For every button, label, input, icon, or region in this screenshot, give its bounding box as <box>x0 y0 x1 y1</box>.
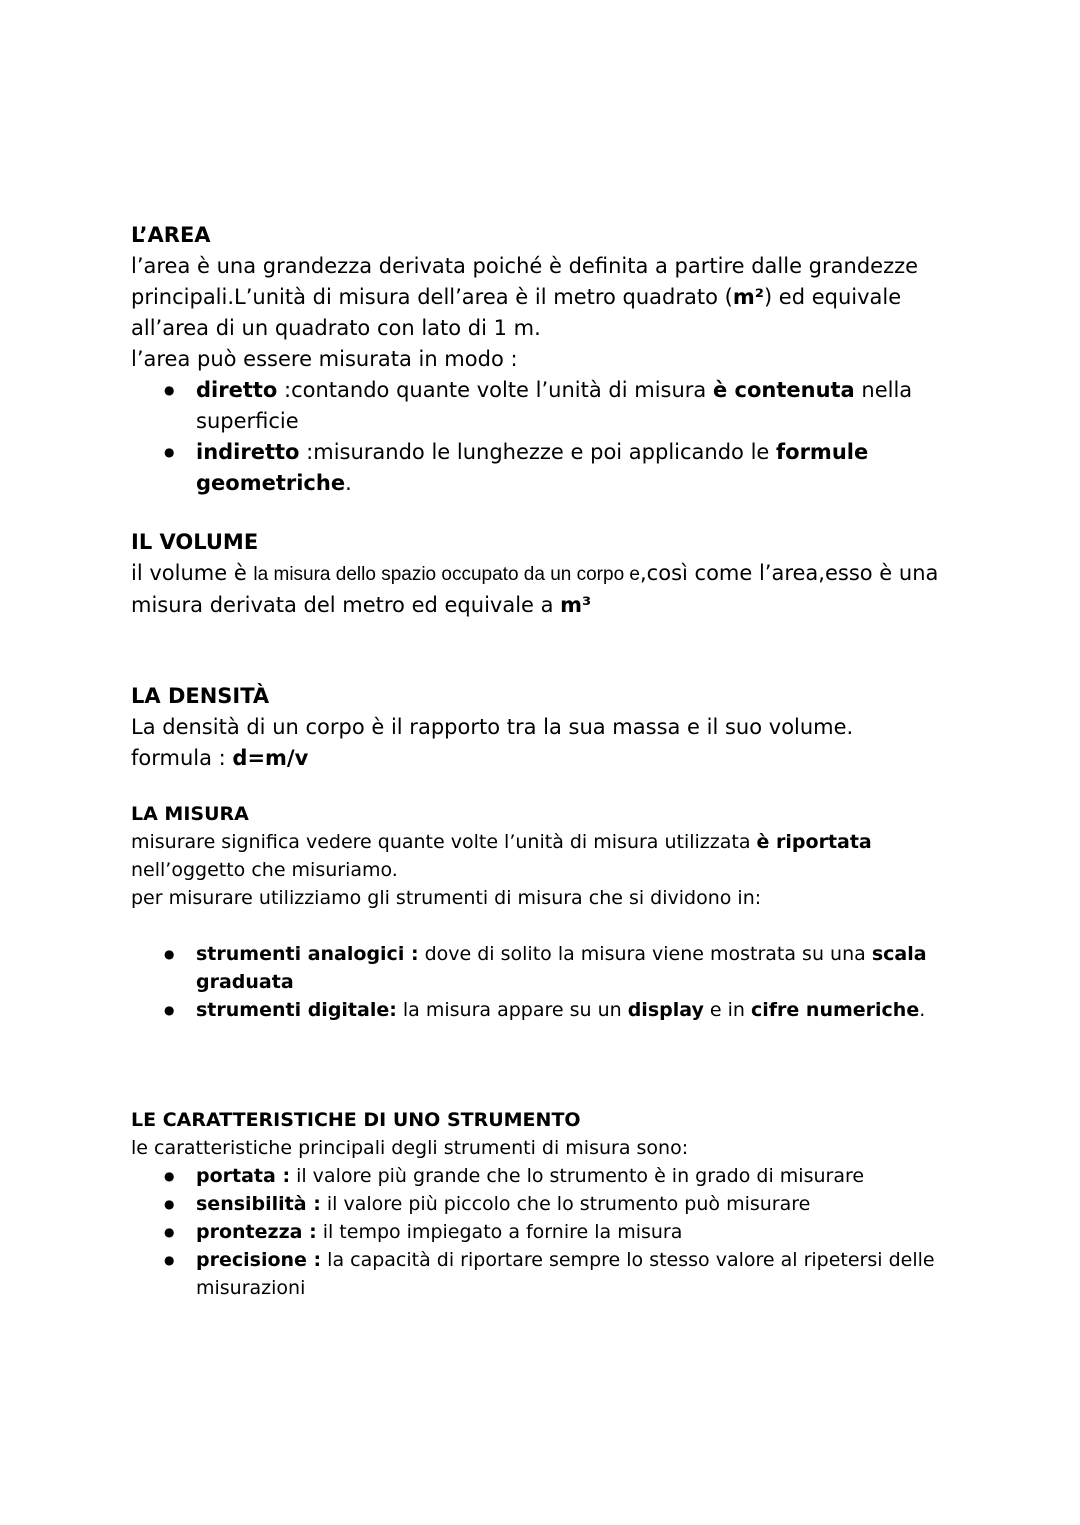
section-densita <box>131 681 961 774</box>
list-text: la capacità di riportare sempre lo stesso valore al ripetersi delle misurazioni <box>196 1249 935 1299</box>
list-bold: formule geometriche <box>196 440 869 495</box>
area-unit: m² <box>732 285 764 309</box>
densita-paragraph-2 <box>131 743 961 774</box>
list-term: sensibilità : <box>196 1193 321 1215</box>
list-bold: display <box>627 999 704 1021</box>
section-title-volume: IL VOLUME <box>131 530 259 554</box>
volume-text: ,così come l’area,esso è una misura derivata del metro ed equivale a <box>131 561 939 617</box>
list-term: prontezza : <box>196 1221 317 1243</box>
list-item <box>131 1162 961 1190</box>
area-paragraph-2: l’area può essere misurata in modo : <box>131 347 518 371</box>
list-item <box>131 1190 961 1218</box>
area-text: l’area è una grandezza derivata poiché è definita a partire dalle grandezze principali.L’unità di misura dell’area è il metro quadrato ( <box>131 254 919 309</box>
list-text: e in <box>703 999 752 1021</box>
list-text: dove di solito la misura viene mostrata su una <box>418 943 872 965</box>
densita-text: formula : <box>131 746 233 770</box>
volume-text: il volume è <box>131 561 254 585</box>
volume-text: la misura dello spazio occupato da un corpo e <box>253 564 640 585</box>
list-text: :contando quante volte l’unità di misura <box>277 378 713 402</box>
volume-paragraph <box>131 558 961 621</box>
list-bold: è contenuta <box>712 378 855 402</box>
list-text: . <box>919 999 926 1021</box>
list-item <box>131 1218 961 1246</box>
list-text: la misura appare su un <box>396 999 628 1021</box>
list-text: il valore più grande che lo strumento è in grado di misurare <box>290 1165 865 1187</box>
misura-bold: è riportata <box>756 831 872 853</box>
section-title-area: L’AREA <box>131 223 211 247</box>
list-text: nella superficie <box>196 378 913 433</box>
area-list <box>131 375 961 499</box>
section-volume <box>131 527 961 621</box>
volume-unit: m³ <box>560 593 592 617</box>
caratteristiche-intro: le caratteristiche principali degli strumenti di misura sono: <box>131 1137 689 1159</box>
list-bold: scala graduata <box>196 943 927 993</box>
list-text: :misurando le lunghezze e poi applicando le <box>299 440 777 464</box>
misura-paragraph-2: per misurare utilizziamo gli strumenti di misura che si dividono in: <box>131 887 762 909</box>
misura-paragraph-1 <box>131 828 961 884</box>
area-paragraph-1 <box>131 251 961 344</box>
list-text: il tempo impiegato a fornire la misura <box>316 1221 683 1243</box>
densita-formula: d=m/v <box>232 746 309 770</box>
misura-list <box>131 940 961 1024</box>
list-term: diretto <box>196 378 278 402</box>
list-text: . <box>345 471 352 495</box>
caratteristiche-list <box>131 1162 961 1302</box>
list-item <box>131 1246 961 1302</box>
section-title-misura: LA MISURA <box>131 803 249 825</box>
section-caratteristiche <box>131 1106 961 1302</box>
misura-text: nell’oggetto che misuriamo. <box>131 859 398 881</box>
section-title-caratteristiche: LE CARATTERISTICHE DI UNO STRUMENTO <box>131 1109 581 1131</box>
list-term: strumenti analogici : <box>196 943 419 965</box>
list-item <box>131 375 961 437</box>
section-title-densita: LA DENSITÀ <box>131 684 270 708</box>
list-text: il valore più piccolo che lo strumento può misurare <box>320 1193 811 1215</box>
list-item <box>131 940 961 996</box>
list-term: precisione : <box>196 1249 322 1271</box>
list-item <box>131 996 961 1024</box>
section-misura <box>131 800 961 1024</box>
section-area <box>131 220 961 499</box>
densita-paragraph-1: La densità di un corpo è il rapporto tra la sua massa e il suo volume. <box>131 715 854 739</box>
list-term: strumenti digitale: <box>196 999 397 1021</box>
misura-text: misurare significa vedere quante volte l’unità di misura utilizzata <box>131 831 757 853</box>
list-term: portata : <box>196 1165 291 1187</box>
list-item <box>131 437 961 499</box>
area-text: ) ed equivale all’area di un quadrato con lato di 1 m. <box>131 285 902 340</box>
list-bold: cifre numeriche <box>751 999 920 1021</box>
list-term: indiretto <box>196 440 300 464</box>
